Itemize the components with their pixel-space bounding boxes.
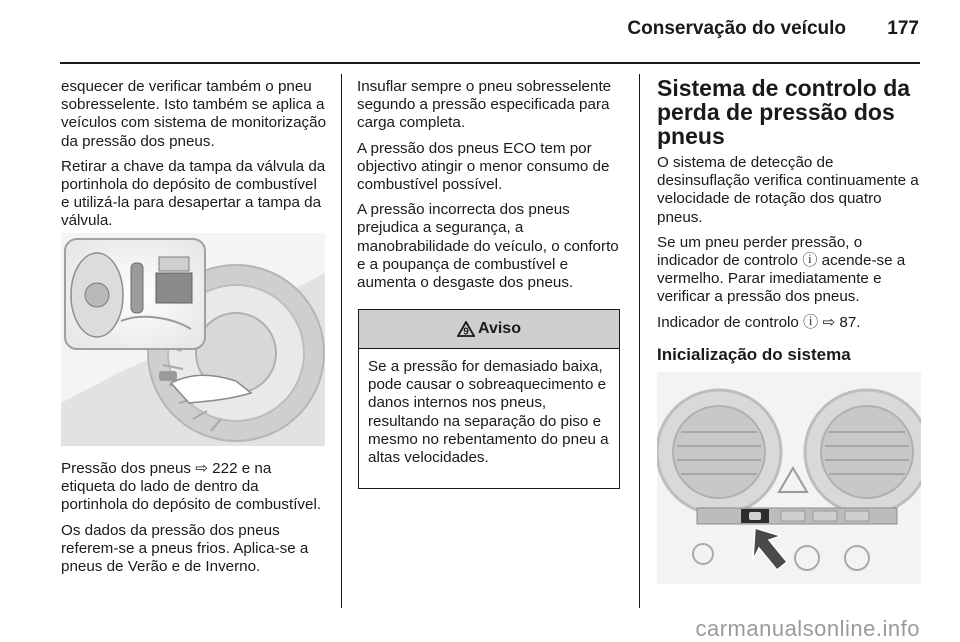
paragraph: Se um pneu perder pressão, o indicador de controlo ⓘ acende-se a vermelho. Parar imediatamente e verificar a pressão dos pneus.: [657, 233, 906, 306]
svg-text:9: 9: [463, 326, 469, 337]
paragraph: Pressão dos pneus ⇨ 222 e na etiqueta do lado de dentro da portinhola do depósito de combustível.: [61, 460, 322, 514]
paragraph: Os dados da pressão dos pneus referem-se a pneus frios. Aplica-se a pneus de Verão e de Inverno.: [61, 521, 309, 576]
paragraph: A pressão dos pneus ECO tem por objectivo atingir o menor consumo de combustível possível.: [357, 139, 610, 194]
page-header-title: Conservação do veículo: [627, 18, 846, 39]
column-2: [357, 78, 625, 299]
header-rule: [60, 62, 920, 64]
paragraph: esquecer de verificar também o pneu sobresselente. Isto também se aplica a veículos com sistema de monitorização da pressão dos pneus.: [61, 78, 327, 150]
column-3: [657, 76, 925, 364]
column-rule-1: [341, 74, 342, 608]
paragraph: Insuflar sempre o pneu sobresselente segundo a pressão especificada para carga completa.: [357, 78, 612, 132]
subsection-heading: Inicialização do sistema: [657, 344, 851, 364]
watermark: carmanualsonline.info: [695, 616, 920, 641]
warning-header: [359, 310, 619, 349]
warning-triangle-icon: [457, 321, 475, 337]
paragraph: A pressão incorrecta dos pneus prejudica a segurança, a manobrabilidade do veículo, o conforto e a poupança de combustível e aumenta o desgaste dos pneus.: [357, 201, 619, 292]
paragraph: Indicador de controlo ⓘ ⇨ 87.: [657, 313, 861, 331]
tire-valve-illustration: [61, 233, 325, 446]
paragraph: Retirar a chave da tampa da válvula da portinhola do depósito de combustível e utilizá-la para desapertar a tampa da válvula.: [61, 157, 326, 230]
column-1: [61, 78, 327, 238]
column-rule-2: [639, 74, 640, 608]
warning-title: Aviso: [478, 320, 521, 337]
column-1-continued: [61, 460, 327, 583]
page-number: 177: [887, 18, 919, 39]
warning-box: [358, 309, 620, 489]
warning-body: Se a pressão for demasiado baixa, pode causar o sobreaquecimento e danos internos nos pneus, resultando na separação do piso e mesmo no rebentamento do pneu a altas velocidades.: [368, 358, 609, 467]
section-heading: Sistema de controlo da perda de pressão dos pneus: [657, 75, 911, 149]
dashboard-button-illustration: [657, 372, 921, 584]
paragraph: O sistema de detecção de desinsuflação verifica continuamente a velocidade de rotação dos quatro pneus.: [657, 154, 919, 226]
